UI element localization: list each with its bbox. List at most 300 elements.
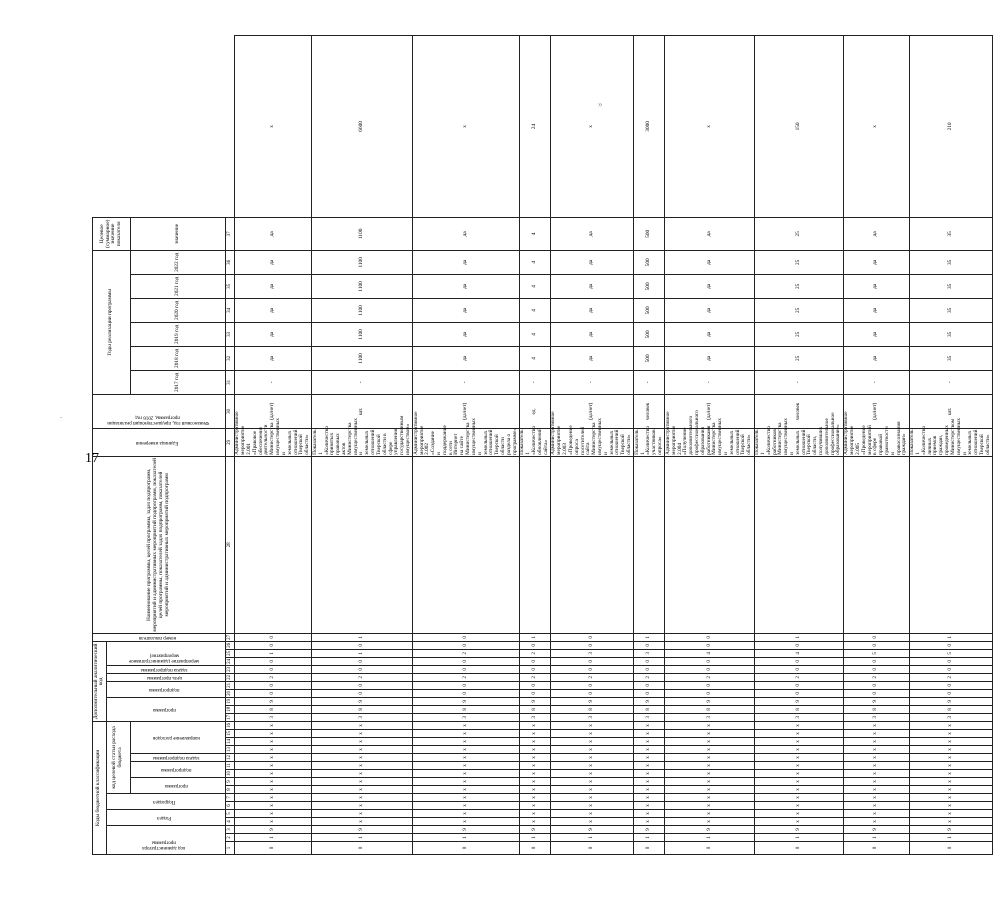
column-number-cell: 17 — [225, 713, 234, 721]
column-number-cell: 15 — [225, 730, 234, 738]
target-value-cell: х — [234, 36, 312, 218]
code-cell: х — [843, 778, 909, 786]
code-cell: х — [909, 730, 992, 738]
code-cell: 0 — [413, 641, 520, 649]
code-cell: х — [413, 786, 520, 794]
code-cell: х — [234, 802, 312, 810]
column-number-cell: 13 — [225, 746, 234, 754]
year-value-cell: 35 — [909, 250, 992, 274]
code-cell: х — [665, 721, 754, 729]
description-cell: Административное мероприятие 2.002 «Создание и поддержание в сети Интернет на сайте Министерства имущественных и земельных отношений Тверской области раздела о программе» — [412, 411, 518, 455]
nomer-header — [93, 633, 226, 641]
year-value-cell: 35 — [909, 298, 992, 322]
unit-cell: (да/нет) — [665, 394, 754, 428]
code-cell: х — [665, 746, 754, 754]
razdel-header — [106, 810, 225, 826]
fin-year-cell: - — [413, 370, 520, 394]
target-value-cell: 150 — [754, 36, 843, 218]
column-number-cell: 7 — [225, 794, 234, 802]
code-cell: х — [909, 794, 992, 802]
code-cell: 0 — [634, 665, 665, 673]
code-cell: х — [519, 762, 550, 770]
code-cell: 0 — [550, 842, 633, 855]
year-header: 2020 год — [130, 298, 225, 322]
column-number-cell: 1 — [225, 842, 234, 855]
code-cell: 0 — [634, 641, 665, 649]
year-value-cell: 25 — [754, 322, 843, 346]
code-cell: х — [413, 762, 520, 770]
code-cell: 8 — [234, 705, 312, 713]
cel-header — [106, 673, 225, 681]
unit-cell: (да/нет) — [234, 394, 312, 428]
code-cell: х — [665, 802, 754, 810]
code-cell: 2 — [634, 673, 665, 681]
code-cell: х — [413, 810, 520, 818]
code-cell: х — [909, 770, 992, 778]
code-cell: 0 — [550, 681, 633, 689]
code-cell: 0 — [413, 681, 520, 689]
code-cell: х — [413, 802, 520, 810]
year-value-cell: 25 — [754, 298, 843, 322]
code-cell: х — [312, 762, 413, 770]
year-value-cell: да — [665, 217, 754, 250]
year-value-cell: 4 — [519, 217, 550, 250]
year-value-cell: да — [234, 217, 312, 250]
code-cell: х — [550, 810, 633, 818]
code-cell: 0 — [843, 665, 909, 673]
code-cell: х — [550, 794, 633, 802]
code-cell: 0 — [909, 641, 992, 649]
code-cell: х — [634, 721, 665, 729]
code-cell: 0 — [519, 657, 550, 665]
column-number-cell: 25 — [225, 649, 234, 657]
year-value-cell: да — [413, 346, 520, 370]
code-cell: 0 — [665, 681, 754, 689]
code-cell: х — [550, 754, 633, 762]
fin-year-cell: - — [843, 370, 909, 394]
code-cell: 2 — [550, 673, 633, 681]
code-cell: 3 — [634, 713, 665, 721]
code-cell: 0 — [665, 665, 754, 673]
code-cell: 0 — [550, 689, 633, 697]
code-cell: х — [312, 794, 413, 802]
code-cell: 2 — [413, 673, 520, 681]
code-cell: 9 — [843, 697, 909, 705]
code-cell: 5 — [843, 649, 909, 657]
year-value-cell: 35 — [909, 217, 992, 250]
code-cell: 0 — [413, 665, 520, 673]
year-value-cell: да — [843, 274, 909, 298]
code-cell: х — [550, 770, 633, 778]
column-number-cell: 9 — [225, 778, 234, 786]
code-cell: 1 — [634, 834, 665, 842]
code-cell: 2 — [413, 649, 520, 657]
code-cell: 9 — [519, 826, 550, 834]
code-cell: х — [550, 762, 633, 770]
code-cell: х — [634, 770, 665, 778]
cel-header-text: цель программы — [146, 674, 182, 680]
year-value-cell: 4 — [519, 346, 550, 370]
code-cell: х — [843, 738, 909, 746]
code-cell: 0 — [843, 633, 909, 641]
year-header: 2017 год — [130, 370, 225, 394]
unit-cell: (да/нет) — [843, 394, 909, 428]
year-value-cell: да — [413, 217, 520, 250]
code-cell: х — [665, 786, 754, 794]
column-number-cell: 24 — [225, 657, 234, 665]
unit-header — [93, 428, 226, 456]
code-cell: х — [909, 721, 992, 729]
code-cell: х — [754, 770, 843, 778]
indicator-number-cell — [234, 456, 312, 633]
code-cell: х — [909, 802, 992, 810]
code-cell: 8 — [550, 705, 633, 713]
table-row — [550, 36, 633, 855]
podrazdel-header-text: Подраздел — [153, 799, 176, 805]
code-cell: 1 — [754, 633, 843, 641]
kcsr-podprogramma-header-text: подпрограмма — [161, 767, 192, 773]
code-cell: х — [634, 746, 665, 754]
year-value-cell: да — [413, 298, 520, 322]
code-cell: х — [519, 810, 550, 818]
code-cell: 2 — [665, 673, 754, 681]
code-cell: х — [754, 738, 843, 746]
code-cell: х — [843, 762, 909, 770]
code-cell: 0 — [754, 641, 843, 649]
code-cell: 9 — [634, 697, 665, 705]
code-cell: 0 — [550, 633, 633, 641]
code-cell: х — [843, 754, 909, 762]
scan-mark: » — [598, 99, 603, 109]
code-cell: 0 — [634, 842, 665, 855]
code-cell: х — [519, 730, 550, 738]
code-cell: 3 — [312, 713, 413, 721]
year-value-cell: да — [665, 298, 754, 322]
code-cell: х — [234, 818, 312, 826]
fin-year-cell: - — [754, 370, 843, 394]
code-cell: 2 — [519, 673, 550, 681]
year-value-cell: да — [843, 346, 909, 370]
table-row — [519, 36, 550, 855]
fin-year-cell: - — [634, 370, 665, 394]
code-cell: 1 — [909, 834, 992, 842]
column-number-cell: 23 — [225, 665, 234, 673]
year-value-cell: да — [843, 217, 909, 250]
code-cell: 0 — [843, 842, 909, 855]
code-cell: 0 — [754, 681, 843, 689]
year-value-cell: 500 — [634, 250, 665, 274]
code-cell: х — [843, 810, 909, 818]
code-cell: 0 — [519, 665, 550, 673]
dop-podprogramma-header — [106, 681, 225, 697]
code-cell: 0 — [234, 681, 312, 689]
code-cell: х — [413, 818, 520, 826]
code-cell: 9 — [754, 697, 843, 705]
kcsr-napravlenie-header — [130, 721, 225, 753]
code-cell: 0 — [519, 681, 550, 689]
column-number-cell: 34 — [225, 298, 234, 322]
nomer-header-text: номер показателя — [138, 634, 177, 640]
code-cell: х — [413, 746, 520, 754]
indicator-number-cell — [909, 456, 992, 633]
code-cell: х — [754, 802, 843, 810]
code-cell: 0 — [909, 665, 992, 673]
year-value-cell: да — [550, 274, 633, 298]
year-value-cell: 1100 — [312, 250, 413, 274]
fin-year-cell: - — [550, 370, 633, 394]
dop-programma-header-text: программа — [152, 707, 176, 713]
fin-year-cell: - — [234, 370, 312, 394]
code-cell: 9 — [909, 826, 992, 834]
table-row — [843, 36, 909, 855]
year-value-cell: 500 — [634, 298, 665, 322]
code-cell: 9 — [754, 826, 843, 834]
code-cell: 9 — [413, 697, 520, 705]
table-body — [93, 36, 993, 855]
code-cell: 1 — [312, 649, 413, 657]
code-cell: х — [754, 794, 843, 802]
code-cell: х — [843, 802, 909, 810]
table-row — [234, 36, 312, 855]
code-cell: х — [634, 738, 665, 746]
code-cell: 0 — [312, 689, 413, 697]
code-cell: х — [519, 721, 550, 729]
code-cell: 1 — [234, 649, 312, 657]
code-cell: 0 — [843, 657, 909, 665]
year-value-cell: да — [234, 298, 312, 322]
column-number-cell: 5 — [225, 810, 234, 818]
code-cell: х — [909, 778, 992, 786]
code-cell: х — [754, 818, 843, 826]
year-value-cell: 500 — [634, 274, 665, 298]
code-cell: х — [665, 770, 754, 778]
code-cell: 1 — [519, 633, 550, 641]
target-header: Целевое (суммарное) значение показателя — [93, 217, 131, 250]
code-cell: х — [519, 786, 550, 794]
column-number-cell: 18 — [225, 705, 234, 713]
kcsr-zadacha-header-text: задача подпрограммы — [153, 755, 200, 760]
year-value-cell: 1100 — [312, 274, 413, 298]
description-cell: Административное мероприятие 2.005 «Проведение мероприятий в сфере правовой грамотности и правосознания граждан» — [843, 411, 908, 455]
kcsr-programma-header-text: программа — [164, 783, 188, 789]
code-cell: 3 — [519, 713, 550, 721]
year-value-cell: 35 — [909, 322, 992, 346]
code-cell: 0 — [312, 681, 413, 689]
code-cell: 0 — [312, 657, 413, 665]
code-cell: х — [754, 754, 843, 762]
code-cell: х — [909, 762, 992, 770]
code-cell: х — [843, 794, 909, 802]
code-cell: х — [634, 802, 665, 810]
code-cell: х — [312, 770, 413, 778]
unit-cell: человек — [634, 394, 665, 428]
code-cell: х — [312, 778, 413, 786]
column-number-cell: 16 — [225, 721, 234, 729]
year-value-cell: 1100 — [312, 217, 413, 250]
code-cell: 3 — [550, 649, 633, 657]
code-cell: х — [634, 810, 665, 818]
code-cell: 9 — [843, 826, 909, 834]
table-row — [665, 36, 754, 855]
indicator-number-cell — [519, 456, 550, 633]
unit-cell: шт. — [312, 394, 413, 428]
meropriyatie-header-text: мероприятие (административное мероприятие) — [129, 652, 200, 664]
code-cell: 0 — [665, 657, 754, 665]
year-value-cell: 25 — [754, 346, 843, 370]
code-cell: 2 — [909, 673, 992, 681]
code-cell: 8 — [634, 705, 665, 713]
column-number-cell: 8 — [225, 786, 234, 794]
year-value-cell: да — [234, 250, 312, 274]
year-value-cell: 1100 — [312, 322, 413, 346]
code-cell: х — [550, 778, 633, 786]
code-cell: 3 — [550, 713, 633, 721]
code-cell: 3 — [843, 713, 909, 721]
code-cell: х — [550, 818, 633, 826]
table-row — [634, 36, 665, 855]
code-cell: 0 — [413, 657, 520, 665]
year-value-cell: да — [665, 274, 754, 298]
code-cell: 4 — [665, 649, 754, 657]
code-cell: 1 — [754, 834, 843, 842]
code-cell: 9 — [550, 697, 633, 705]
code-cell: 0 — [519, 689, 550, 697]
code-cell: х — [519, 770, 550, 778]
kcsr-napravlenie-header-text: направление расходов — [152, 735, 200, 741]
column-number-cell: 14 — [225, 738, 234, 746]
code-cell: х — [312, 802, 413, 810]
code-cell: 0 — [754, 842, 843, 855]
code-cell: х — [519, 738, 550, 746]
column-number-cell: 19 — [225, 697, 234, 705]
code-cell: х — [665, 754, 754, 762]
code-cell: 0 — [550, 665, 633, 673]
code-cell: х — [234, 738, 312, 746]
description-cell: Показатель 1 «Количество личных приемов граждан, проведенных Министерством имущественных и земельных отношений Тверской области» — [909, 418, 991, 455]
code-cell: х — [234, 762, 312, 770]
code-cell: 0 — [634, 689, 665, 697]
code-cell: 1 — [312, 834, 413, 842]
code-cell: х — [634, 754, 665, 762]
code-cell: 3 — [909, 713, 992, 721]
code-cell: х — [413, 794, 520, 802]
unit-cell: ед. — [519, 394, 550, 428]
fin-year-cell: - — [909, 370, 992, 394]
indicator-number-cell — [312, 456, 413, 633]
table-row — [909, 36, 992, 855]
column-number-cell: 30 — [225, 394, 234, 428]
year-value-cell: 35 — [909, 346, 992, 370]
code-cell: х — [754, 810, 843, 818]
code-cell: 1 — [550, 834, 633, 842]
code-cell: х — [665, 778, 754, 786]
description-cell: Административное мероприятие 2.004 «Получение дополнительного профессионального образования работниками Министерства имущественных и земельных отношений Тверской области» — [664, 410, 753, 455]
year-value-cell: да — [234, 274, 312, 298]
code-cell: 0 — [234, 842, 312, 855]
code-cell: 9 — [909, 697, 992, 705]
year-value-cell: да — [665, 346, 754, 370]
unit-cell: шт. — [909, 394, 992, 428]
code-cell: х — [312, 721, 413, 729]
code-cell: 0 — [312, 842, 413, 855]
kcsr-podprogramma-header — [130, 762, 225, 778]
code-cell: 3 — [413, 713, 520, 721]
target-value-cell: х — [550, 36, 633, 218]
code-cell: х — [234, 721, 312, 729]
year-value-cell: 4 — [519, 274, 550, 298]
column-number-cell: 35 — [225, 274, 234, 298]
year-value-cell: да — [665, 322, 754, 346]
dop-podprogramma-header-text: подпрограмма — [149, 687, 180, 693]
year-value-cell: да — [413, 274, 520, 298]
code-cell: 0 — [413, 689, 520, 697]
code-cell: 9 — [665, 826, 754, 834]
fin-year-cell: - — [312, 370, 413, 394]
target-value-cell: 210 — [909, 36, 992, 218]
code-cell: 1 — [234, 834, 312, 842]
code-cell: 0 — [234, 641, 312, 649]
code-cell: 0 — [665, 641, 754, 649]
code-cell: х — [312, 786, 413, 794]
code-cell: 0 — [550, 657, 633, 665]
target-value-cell: х — [413, 36, 520, 218]
unit-cell: (да/нет) — [550, 394, 633, 428]
code-cell: 9 — [234, 697, 312, 705]
description-cell: Показатель 1 «Количество работников Министерства имущественных и земельных отношений Тверской области, получивших дополнительное профессиональное образование» — [754, 412, 842, 455]
zadacha2-header-text: задача подпрограммы — [141, 666, 188, 672]
code-cell: 0 — [413, 842, 520, 855]
years-group-header: Годы реализации программы — [93, 250, 131, 394]
code-cell: х — [909, 746, 992, 754]
unit-cell: (да/нет) — [413, 394, 520, 428]
code-cell: 0 — [519, 842, 550, 855]
code-cell: х — [665, 738, 754, 746]
year-value-cell: 4 — [519, 298, 550, 322]
zadacha2-header — [106, 665, 225, 673]
code-cell: х — [665, 818, 754, 826]
year-value-cell: 500 — [634, 217, 665, 250]
column-number-cell: 3 — [225, 826, 234, 834]
kcsr-header: код целевой статьи расхода бюджета — [106, 721, 130, 793]
code-cell: х — [634, 778, 665, 786]
admin-code-header-text: код администратора программы — [143, 839, 186, 850]
code-cell: 2 — [754, 673, 843, 681]
description-cell: Показатель 1 «Количество обновлений сайта» — [519, 425, 549, 455]
code-cell: 8 — [843, 705, 909, 713]
column-number-cell: 4 — [225, 818, 234, 826]
code-cell: 0 — [312, 665, 413, 673]
year-value-cell: да — [843, 250, 909, 274]
code-cell: х — [550, 721, 633, 729]
code-cell: 0 — [909, 681, 992, 689]
indicator-number-cell — [413, 456, 520, 633]
code-cell: 1 — [519, 834, 550, 842]
code-cell: х — [909, 786, 992, 794]
year-value-cell: да — [843, 298, 909, 322]
code-cell: х — [234, 730, 312, 738]
code-cell: 0 — [843, 689, 909, 697]
code-cell: х — [312, 818, 413, 826]
page-number: 17 — [85, 451, 99, 466]
table-row — [312, 36, 413, 855]
code-cell: х — [550, 730, 633, 738]
code-cell: 0 — [634, 657, 665, 665]
code-cell: х — [754, 730, 843, 738]
code-cell: х — [312, 754, 413, 762]
code-cell: 0 — [413, 633, 520, 641]
code-cell: 0 — [634, 681, 665, 689]
code-cell: х — [909, 754, 992, 762]
